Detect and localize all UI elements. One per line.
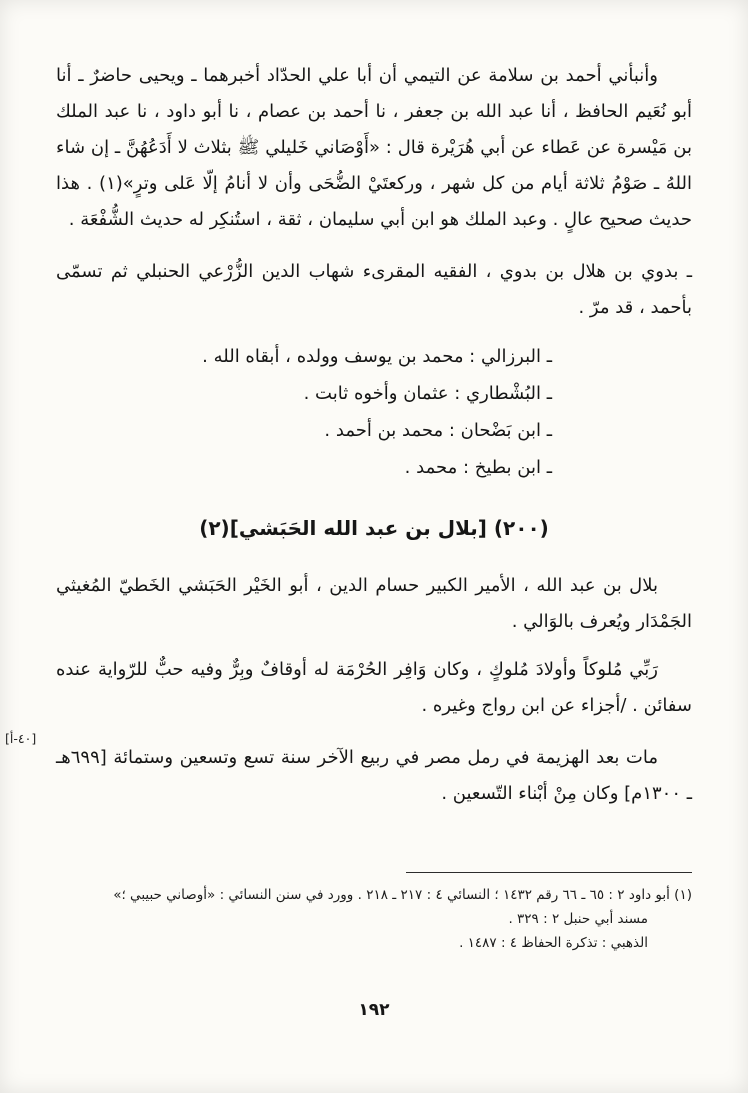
section-heading-bilal: (٢٠٠) [بلال بن عبد الله الحَبَشي](٢)	[199, 516, 549, 540]
paragraph-bilal-intro: بلال بن عبد الله ، الأمير الكبير حسام الدين ، أبو الخَيْر الحَبَشي الخَطيّ المُغيثي الجَمْدَار ويُعرف بالوَالي .	[56, 575, 692, 632]
page-content	[56, 58, 692, 812]
entry-barzali: ـ البرزالي : محمد بن يوسف وولده ، أبقاه الله .	[202, 346, 552, 367]
entry-ibn-battikh: ـ ابن بطيخ : محمد .	[404, 457, 552, 478]
footnote-line-1: (١) أبو داود ٢ : ٦٥ ـ ٦٦ رقم ١٤٣٢ ؛ النسائي ٤ : ٢١٧ ـ ٢١٨ . وورد في سنن النسائي : «أوصاني حبيبي ؛»	[113, 887, 692, 903]
page-number: ١٩٢	[358, 1000, 390, 1020]
folio-margin-note: [٤٠-أ]	[5, 731, 37, 746]
footnote-block	[56, 872, 692, 955]
paragraph-badawi-entry: ـ بدوي بن هلال بن بدوي ، الفقيه المقرىء شهاب الدين الزُّرْعي الحنبلي ثم تسمّى بأحمد ، قد مرّ .	[56, 261, 692, 318]
paragraph-hadith-isnad: وأنبأني أحمد بن سلامة عن التيمي أن أبا علي الحدّاد أخبرهما ـ ويحيى حاضرٌ ـ أنا أبو نُعَيم الحافظ ، أنا عبد الله بن جعفر ، نا أحمد بن عصام ، نا أبو داود ، نا عبد الملك بن مَيْسرة عن عَطاء عن أبي هُرَيْرة قال : «أَوْصَاني خَليلي ﷺ بثلاث لا أَدَعُهُنَّ ـ إن شاء اللهُ ـ صَوْمُ ثلاثة أيام من كل شهر ، وركعتَيْ الضُّحَى وأن لا أنامُ إلّا عَلى وترٍ»(١) . هذا حديث صحيح عالٍ . وعبد الملك هو ابن أبي سليمان ، ثقة ، استُنكِر له حديث الشُّفْعَة .	[56, 65, 692, 230]
footnote-line-3: الذهبي : تذكرة الحفاظ ٤ : ١٤٨٧ .	[459, 935, 648, 951]
footnote-line-2: مسند أبي حنبل ٢ : ٣٢٩ .	[508, 911, 648, 927]
paragraph-bilal-description: رَبِّي مُلوكاً وأولادَ مُلوكٍ ، وكان وَافِر الحُرْمَة له أوقافٌ وبِرٌّ وفيه حبٌّ للرّواية عنده سفائن . /أجزاء عن ابن رواج وغيره .	[56, 659, 692, 716]
entry-bushtari: ـ البُشْطاري : عثمان وأخوه ثابت .	[303, 383, 552, 404]
footnote-separator-rule	[406, 872, 692, 873]
paragraph-bilal-death: مات بعد الهزيمة في رمل مصر في ربيع الآخر سنة تسع وتسعين وستمائة [٦٩٩هـ ـ ١٣٠٠م] وكان مِنْ أبْناء التّسعين .	[56, 747, 692, 804]
entry-ibn-badhan: ـ ابن بَضْحان : محمد بن أحمد .	[324, 420, 552, 441]
